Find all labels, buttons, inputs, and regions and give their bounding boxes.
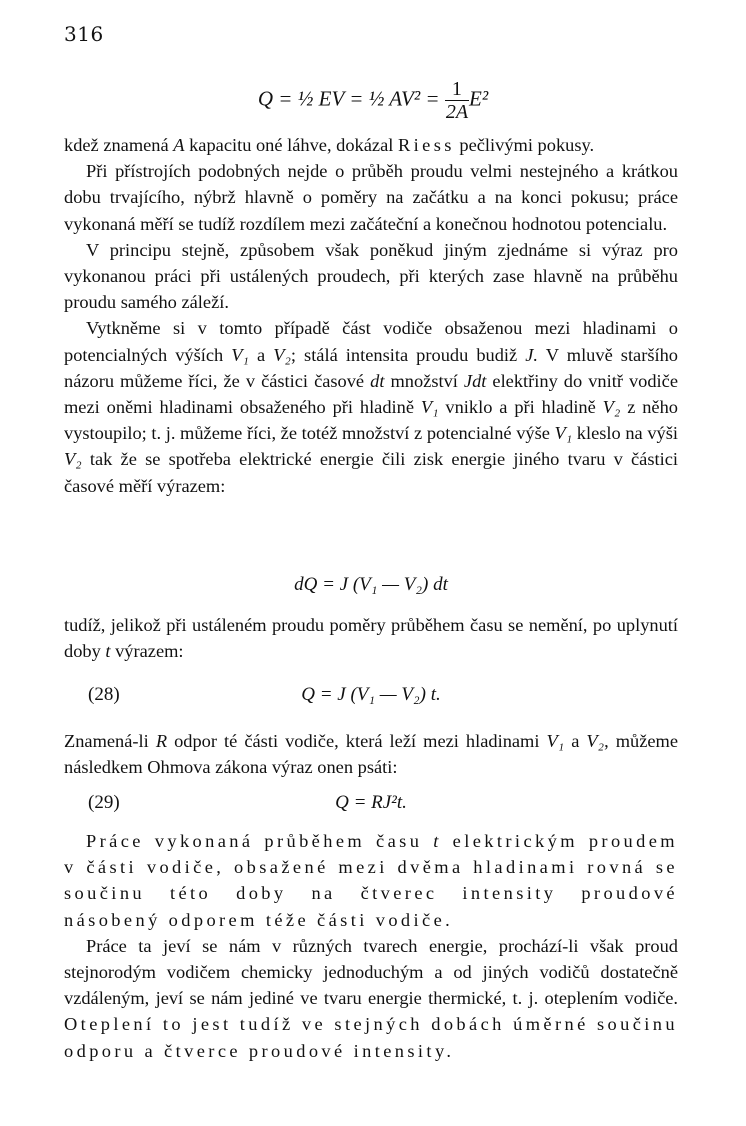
text-run: výrazem: <box>110 641 184 662</box>
symbol-t: t <box>433 831 442 851</box>
text-run: elektrickým proudem v části vodiče, obsažené mezi dvěma hladinami rovná se součinu této doby na čtverec intensity proudové násobený odporem téže části vodiče. <box>64 831 678 930</box>
paragraph-2: Při přístrojích podobných nejde o průběh proudu velmi nestejného a krátkou dobu trvajícího, nýbrž hlavně o poměry na začátku a na konci pokusu; práce vykonaná měří se tudíž rozdílem mezi začáteční a konečnou hodnotou potencialu. <box>64 161 678 234</box>
symbol-V2: V₂ <box>602 397 621 418</box>
text-run: vniklo a při hladině <box>438 397 603 418</box>
symbol-V1: V₁ <box>231 344 249 365</box>
text-run: kapacitu oné láhve, dokázal <box>184 135 398 155</box>
formula-energy <box>0 78 746 123</box>
text-run: Znamená-li <box>64 731 156 751</box>
formula-fraction <box>445 78 469 123</box>
symbol-V2: V₂ <box>64 449 82 470</box>
symbol-V1: V₁ <box>420 397 439 418</box>
symbol-dt: dt <box>370 370 385 391</box>
text-run: ; stálá intensita proudu budiž <box>290 344 526 365</box>
text-run: a <box>564 731 587 751</box>
text-run: a <box>248 344 274 365</box>
formula-energy-left: Q = ½ EV = ½ AV² = <box>257 86 445 111</box>
symbol-A: A <box>173 135 185 155</box>
text-run: Vytkněme si v tomto případě část vodiče obsaženou mezi hladinami o potencialných výších <box>64 318 678 365</box>
page-number: 316 <box>64 22 104 46</box>
formula-energy-right: E² <box>469 86 489 111</box>
text-run: kleslo na výši <box>572 423 678 444</box>
equation-28-body: Q = J (V₁ — V₂) t. <box>301 684 441 705</box>
text-block-4 <box>64 828 678 1064</box>
paragraph-6 <box>64 728 678 780</box>
paragraph-8 <box>64 933 678 1064</box>
text-run: kdež znamená <box>64 135 174 155</box>
text-run: pečlivými pokusy. <box>454 135 595 155</box>
text-run: elektřiny do vnitř vodiče mezi oněmi hladinami obsaženého při hladině <box>64 370 678 418</box>
paragraph-7 <box>64 828 678 933</box>
symbol-J: J. <box>525 344 539 365</box>
symbol-Jdt: Jdt <box>463 370 487 391</box>
symbol-V1: V₁ <box>554 423 573 444</box>
symbol-V1: V₁ <box>546 731 565 751</box>
text-run: V mluvě staršího názoru můžeme říci, že v částici časové <box>64 344 679 391</box>
paragraph-3: V principu stejně, způsobem však poněkud jiným zjednáme si výraz pro vykonanou práci při ustálených proudech, při kterých zase hlavně na průběhu proudu samého záleží. <box>64 239 678 313</box>
text-run: z něho vystoupilo; t. j. můžeme říci, že totéž množství z potencialné výše <box>64 397 678 444</box>
equation-number-28: (28) <box>88 684 120 705</box>
equation-number-29: (29) <box>88 792 120 813</box>
text-run: tudíž, jelikož při ustáleném proudu poměry průběhem času se nemění, po uplynutí doby <box>64 615 678 662</box>
equation-29-body: Q = RJ²t. <box>335 792 407 813</box>
name-riess: Riess <box>397 135 455 155</box>
text-run-spaced: Oteplení to jest tudíž ve stejných dobách úměrné součinu odporu a čtverce proudové intensity. <box>64 1014 678 1061</box>
text-block-1 <box>64 132 678 499</box>
text-block-3 <box>64 728 678 780</box>
symbol-R: R <box>155 731 168 751</box>
text-run: množství <box>384 370 464 391</box>
text-run: Práce vykonaná průběhem času <box>86 831 434 851</box>
equation-dq-body: dQ = J (V₁ — V₂) dt <box>294 574 448 595</box>
paragraph-5 <box>64 612 678 664</box>
symbol-V2: V₂ <box>273 344 291 365</box>
text-run: , můžeme následkem Ohmova zákona výraz onen psáti: <box>64 731 678 778</box>
symbol-V2: V₂ <box>586 731 605 751</box>
text-run: odpor té části vodiče, která leží mezi hladinami <box>167 731 547 751</box>
fraction-denominator: 2A <box>445 101 469 123</box>
fraction-numerator: 1 <box>451 78 462 100</box>
text-run: Práce ta jeví se nám v různých tvarech energie, prochází-li však proud stejnorodým vodičem chemicky jednoduchým a od jiných vodičů dostatečně vzdáleným, jeví se nám jediné ve tvaru energie thermické, t. j. oteplením vodiče. <box>64 935 678 1009</box>
text-run: tak že se spotřeba elektrické energie čili zisk energie jiného tvaru v částici časové měří výrazem: <box>64 449 678 496</box>
paragraph-1 <box>64 132 678 158</box>
symbol-t: t <box>105 641 111 662</box>
paragraph-4 <box>64 315 678 498</box>
text-block-2 <box>64 612 678 664</box>
